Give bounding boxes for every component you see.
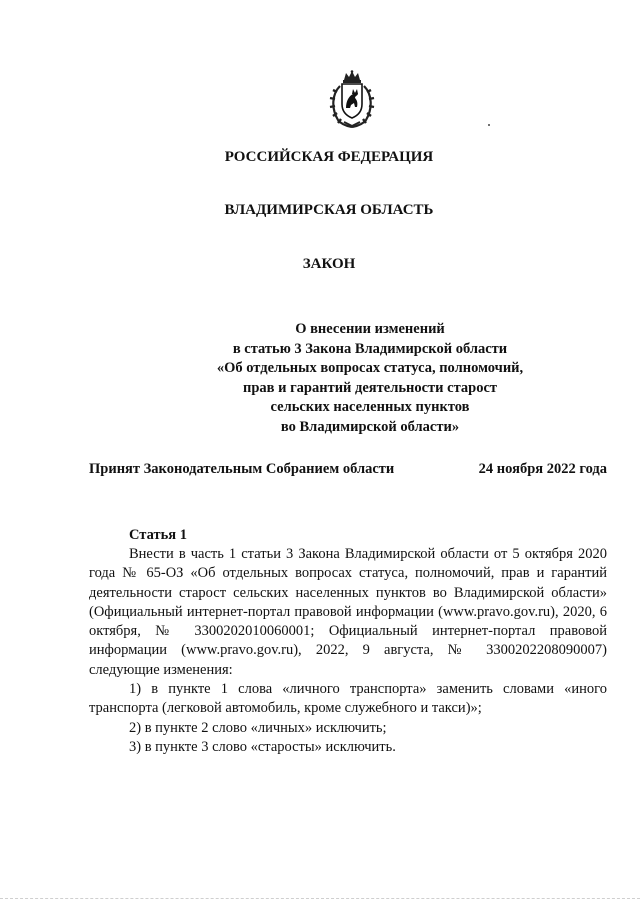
law-title-line: во Владимирской области» [280,418,460,435]
amendment-item: 1) в пункте 1 слова «личного транспорта» заменить словами «иного транспорта (легковой автомобиль, кроме служебного и такси)»; [89,681,607,717]
article-heading: Статья 1 [129,527,187,543]
law-title-line: О внесении изменений [295,321,445,337]
adoption-date: 24 ноября 2022 года [478,461,607,477]
law-title-line: сельских населенных пунктов [270,399,470,415]
amendment-item: 2) в пункте 2 слово «личных» исключить; [129,719,387,736]
law-title-line: в статью 3 Закона Владимирской области [232,340,508,357]
scan-artifact [488,124,490,126]
coat-of-arms-icon [328,70,376,128]
page-edge-line [0,898,640,899]
law-title [100,320,640,437]
country-heading: РОССИЙСКАЯ ФЕДЕРАЦИЯ [224,149,434,165]
document-type-heading: ЗАКОН [302,256,356,272]
region-heading: ВЛАДИМИРСКАЯ ОБЛАСТЬ [224,202,434,218]
amendment-item: 3) в пункте 3 слово «старосты» исключить. [129,738,396,755]
adoption-label: Принят Законодательным Собранием области [89,461,395,477]
article-intro-paragraph: Внести в часть 1 статьи 3 Закона Владимирской области от 5 октября 2020 года № 65-ОЗ «Об отдельных вопросах статуса, полномочий, прав и гарантий деятельности старост сельских населенных пунктов во Владимирской области» (Официальный интернет-портал правовой информации (www.pravo.gov.ru), 2020, 6 октября, № 3300202010060001; Официальный интернет-портал правовой информации (www.pravo.gov.ru), 2022, 9 августа, № 3300202208090007) следующие изменения: [89,546,607,678]
law-title-line: «Об отдельных вопросах статуса, полномочий, [216,360,524,376]
law-title-line: прав и гарантий деятельности старост [242,379,498,396]
article-body [89,545,607,757]
adoption-line [89,461,607,478]
